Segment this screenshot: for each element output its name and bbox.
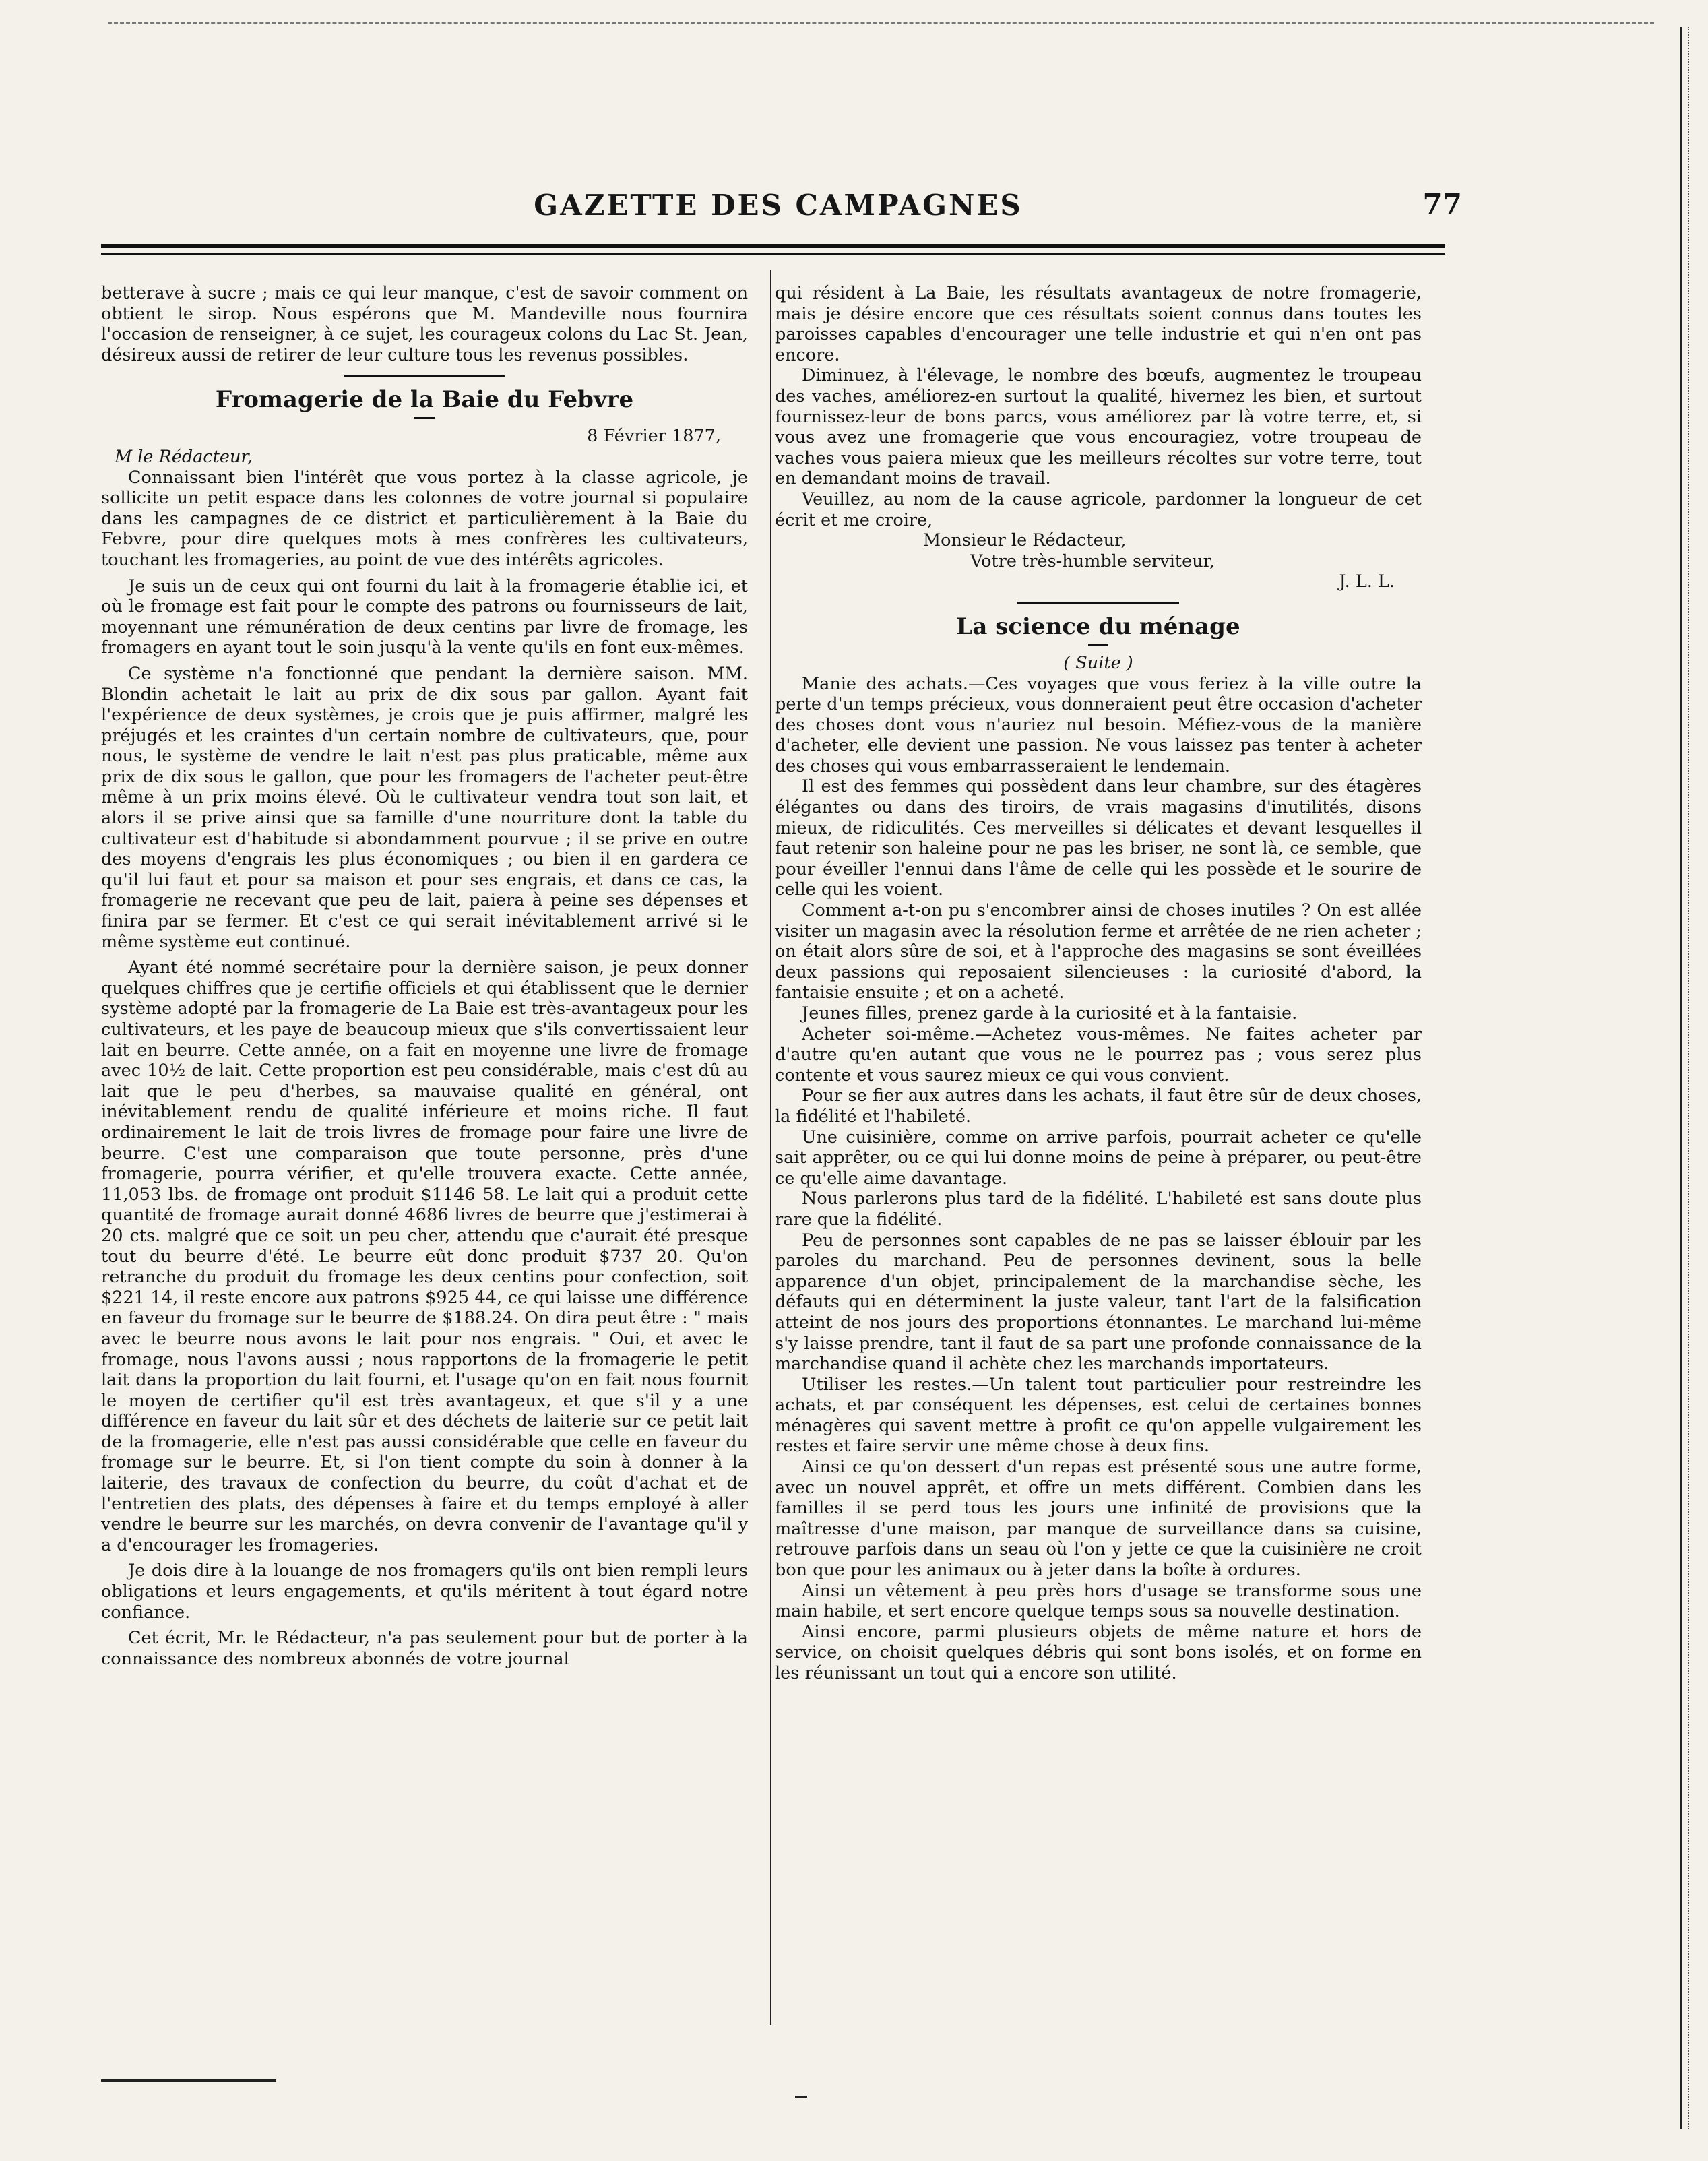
closing-line: Monsieur le Rédacteur, bbox=[923, 530, 1127, 551]
paragraph: Nous parlerons plus tard de la fidélité. L'habileté est sans doute plus rare que la fidélité. bbox=[775, 1189, 1422, 1230]
suite-label: ( Suite ) bbox=[1063, 652, 1133, 673]
left-column bbox=[101, 283, 748, 1669]
paragraph: Peu de personnes sont capables de ne pas se laisser éblouir par les paroles du marchand. Peu de personnes devinent, sous la belle apparence d'un objet, principalement de la marchandise sèche, les défauts qui en déterminent la juste valeur, tant l'art de la falsification atteint de nos jours des proportions étonnantes. Le marchand lui-même s'y laisse prendre, tant il faut de sa part une profonde connaissance de la marchandise quand il achète chez les marchands importateurs. bbox=[775, 1230, 1422, 1375]
title-dash bbox=[414, 417, 435, 419]
paragraph: Diminuez, à l'élevage, le nombre des bœufs, augmentez le troupeau des vaches, améliorez-en surtout la qualité, hivernez les bien, et surtout fournissez-leur de bons parcs, vous améliorez par là votre terre, et, si vous avez une fromagerie que vous encouragiez, votre troupeau de vaches vous paiera mieux que les meilleurs récoltes sur votre terre, tout en demandant moins de travail. bbox=[775, 365, 1422, 489]
section-divider bbox=[1017, 602, 1179, 604]
salutation: M le Rédacteur, bbox=[115, 446, 253, 467]
footer-mark bbox=[795, 2096, 807, 2098]
paragraph: Ainsi un vêtement à peu près hors d'usage se transforme sous une main habile, et sert encore quelque temps sous sa nouvelle destination. bbox=[775, 1580, 1422, 1622]
paragraph: betterave à sucre ; mais ce qui leur manque, c'est de savoir comment on obtient le sirop. Nous espérons que M. Mandeville nous fournira l'occasion de renseigner, à ce sujet, les courageux colons du Lac St. Jean, désireux aussi de retirer de leur culture tous les revenus possibles. bbox=[101, 283, 748, 365]
paragraph: Jeunes filles, prenez garde à la curiosité et à la fantaisie. bbox=[802, 1003, 1298, 1024]
paragraph: Comment a-t-on pu s'encombrer ainsi de choses inutiles ? On est allée visiter un magasin avec la résolution ferme et arrêtée de ne rien acheter ; on était alors sûre de soi, et à l'approche des magasins se sont éveillées deux passions qui reposaient silencieuses : la curiosité d'abord, la fantaisie ensuite ; et on a acheté. bbox=[775, 900, 1422, 1003]
newspaper-title: GAZETTE DES CAMPAGNES bbox=[534, 189, 1023, 222]
right-column bbox=[775, 283, 1422, 1684]
paragraph: Je suis un de ceux qui ont fourni du lait à la fromagerie établie ici, et où le fromage est fait pour le compte des patrons ou fournisseurs de lait, moyennant une rémunération de deux centins par livre de fromage, les fromagers en ayant tout le soin jusqu'à la vente qu'ils en font eux-mêmes. bbox=[101, 575, 748, 658]
paragraph: Ainsi encore, parmi plusieurs objets de même nature et hors de service, on choisit quelques débris qui sont bons isolés, et on forme en les réunissant un tout qui a encore son utilité. bbox=[775, 1621, 1422, 1683]
paragraph: Pour se fier aux autres dans les achats, il faut être sûr de deux choses, la fidélité et l'habileté. bbox=[775, 1086, 1422, 1127]
paragraph: Veuillez, au nom de la cause agricole, pardonner la longueur de cet écrit et me croire, bbox=[775, 489, 1422, 530]
closing-line: Votre très-humble serviteur, bbox=[970, 551, 1215, 571]
paragraph: Manie des achats.—Ces voyages que vous feriez à la ville outre la perte d'un temps précieux, vous donneraient peut être occasion d'acheter des choses dont vous n'auriez nul besoin. Méfiez-vous de la manière d'acheter, elle devient une passion. Ne vous laissez pas tenter à acheter des choses qui vous embarrasseraient le lendemain. bbox=[775, 673, 1422, 776]
header-rule-thin bbox=[101, 253, 1445, 255]
signature: J. L. L. bbox=[1339, 571, 1395, 592]
paragraph: Une cuisinière, comme on arrive parfois, pourrait acheter ce qu'elle sait apprêter, ou ce qui lui donne moins de peine à préparer, ou peut-être ce qu'elle aime davantage. bbox=[775, 1127, 1422, 1189]
paragraph: Ayant été nommé secrétaire pour la dernière saison, je peux donner quelques chiffres que je certifie officiels et qui établissent que le dernier système adopté par la fromagerie de La Baie est très-avantageux pour les cultivateurs, et les paye de beaucoup mieux que s'ils convertissaient leur lait en beurre. Cette année, on a fait en moyenne une livre de fromage avec 10½ de lait. Cette proportion est peu considérable, mais c'est dû au lait que le peu d'herbes, sa mauvaise qualité en général, ont inévitablement rendu de qualité inférieure et moins riche. Il faut ordinairement le lait de trois livres de fromage pour faire une livre de beurre. C'est une comparaison que toute personne, près d'une fromagerie, pourra vérifier, et qu'elle trouvera exacte. Cette année, 11,053 lbs. de fromage ont produit $1146 58. Le lait qui a produit cette quantité de fromage aurait donné 4686 livres de beurre que j'estimerai à 20 cts. malgré que ce soit un peu cher, attendu que c'aurait été presque tout du beurre d'été. Le beurre eût donc produit $737 20. Qu'on retranche du produit du fromage les deux centins pour confection, soit $221 14, il reste encore aux patrons $925 44, ce qui laisse une différence en faveur du fromage sur le beurre de $188.24. On dira peut être : " mais avec le beurre nous avons le lait pour nos engrais. " Oui, et avec le fromage, nous l'avons aussi ; nous rapportons de la fromagerie le petit lait dans la proportion du lait fourni, et l'usage qu'on en fait nous fournit le moyen de certifier qu'il est très avantageux, et que s'il y a une différence en faveur du lait sûr et des déchets de laiterie sur ce petit lait de la fromagerie, elle n'est pas aussi considérable que celle en faveur du fromage sur le beurre. Et, si l'on tient compte du soin à donner à la laiterie, des travaux de confection du beurre, du coût d'achat et de l'entretien des plats, des dépenses à faire et du temps employé à aller vendre le beurre sur les marchés, on devra convenir de l'avantage qu'il y a d'encourager les fromageries. bbox=[101, 958, 748, 1555]
column-separator bbox=[770, 270, 771, 2025]
page-number: 77 bbox=[1422, 187, 1462, 220]
page-right-edge bbox=[1680, 27, 1689, 2129]
article-title: La science du ménage bbox=[956, 613, 1240, 640]
paragraph: Utiliser les restes.—Un talent tout particulier pour restreindre les achats, et par conséquent les dépenses, est celui de certaines bonnes ménagères qui savent mettre à profit ce qu'on appelle vulgairement les restes et faire servir une même chose à deux fins. bbox=[775, 1374, 1422, 1457]
paragraph: Connaissant bien l'intérêt que vous portez à la classe agricole, je sollicite un petit espace dans les colonnes de votre journal si populaire dans les campagnes de ce district et particulièrement à la Baie du Febvre, pour dire quelques mots à mes confrères les cultivateurs, touchant les fromageries, au point de vue des intérêts agricoles. bbox=[101, 467, 748, 570]
paragraph: Il est des femmes qui possèdent dans leur chambre, sur des étagères élégantes ou dans des tiroirs, de vrais magasins d'inutilités, disons mieux, de ridiculités. Ces merveilles si délicates et devant lesquelles il faut retenir son haleine pour ne pas les briser, ne sont là, ce semble, que pour éveiller l'ennui dans l'âme de celle qui les possède et le sourire de celle qui les voient. bbox=[775, 776, 1422, 900]
paragraph: Ainsi ce qu'on dessert d'un repas est présenté sous une autre forme, avec un nouvel apprêt, et offre un mets différent. Combien dans les familles il se perd tous les jours une infinité de provisions que la maîtresse d'une maison, par manque de surveillance dans sa cuisine, retrouve parfois dans un seau où l'on y jette ce que la cuisinière ne croit bon que pour les animaux ou à jeter dans la boîte à ordures. bbox=[775, 1457, 1422, 1581]
article-date: 8 Février 1877, bbox=[587, 426, 721, 447]
paragraph: Cet écrit, Mr. le Rédacteur, n'a pas seulement pour but de porter à la connaissance des nombreux abonnés de votre journal bbox=[101, 1628, 748, 1669]
paragraph: Je dois dire à la louange de nos fromagers qu'ils ont bien rempli leurs obligations et leurs engagements, et qu'ils méritent à tout égard notre confiance. bbox=[101, 1561, 748, 1623]
section-divider bbox=[344, 375, 505, 377]
page-header bbox=[101, 182, 1462, 229]
header-rule-thick bbox=[101, 244, 1445, 248]
page-top-edge bbox=[108, 22, 1654, 24]
title-dash bbox=[1088, 644, 1108, 646]
paragraph: qui résident à La Baie, les résultats avantageux de notre fromagerie, mais je désire encore que ces résultats soient connus dans toutes les paroisses capables d'encourager une telle industrie et qui n'en ont pas encore. bbox=[775, 283, 1422, 365]
article-title: Fromagerie de la Baie du Febvre bbox=[215, 386, 634, 414]
paragraph: Ce système n'a fonctionné que pendant la dernière saison. MM. Blondin achetait le lait au prix de dix sous par gallon. Ayant fait l'expérience de deux systèmes, je crois que je puis affirmer, malgré les préjugés et les craintes d'un certain nombre de cultivateurs, que, pour nous, le système de vendre le lait n'est pas plus praticable, même aux prix de dix sous le gallon, que pour les fromagers de l'acheter peut-être même à un prix moins élevé. Où le cultivateur vendra tout son lait, et alors il se prive ainsi que sa famille d'une nourriture dont la table du cultivateur est d'habitude si abondamment pourvue ; il se prive en outre des moyens d'engrais les plus économiques ; ou bien il en gardera ce qu'il lui faut et pour sa maison et pour ses engrais, et dans ce cas, la fromagerie ne recevant que peu de lait, paiera à peine ses dépenses et finira par se fermer. Et c'est ce qui serait inévitablement arrivé si le même système eut continué. bbox=[101, 663, 748, 952]
footer-rule bbox=[101, 2079, 276, 2082]
paragraph: Acheter soi-même.—Achetez vous-mêmes. Ne faites acheter par d'autre qu'en autant que vous ne le pourrez pas ; vous serez plus contente et vous saurez mieux ce qui vous convient. bbox=[775, 1024, 1422, 1086]
